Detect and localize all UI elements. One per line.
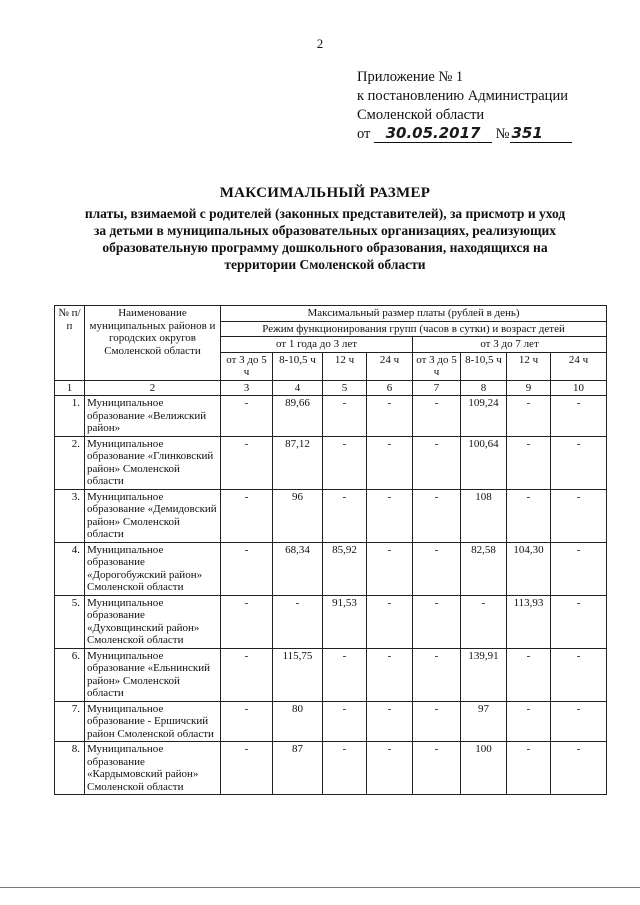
table-row — [55, 489, 607, 542]
header-hours: 24 ч — [551, 352, 607, 380]
table-row — [55, 396, 607, 437]
row-fee-value: 100,64 — [461, 436, 507, 489]
row-fee-value: - — [323, 436, 367, 489]
row-fee-value: 104,30 — [507, 542, 551, 595]
row-fee-value: - — [551, 436, 607, 489]
table-row — [55, 701, 607, 742]
page-number: 2 — [316, 36, 324, 51]
row-fee-value: - — [413, 595, 461, 648]
number-prefix: № — [495, 126, 510, 142]
document-heading — [60, 185, 590, 273]
appendix-resolution-ref: к постановлению Администрации — [357, 88, 568, 104]
header-hours: 12 ч — [507, 352, 551, 380]
row-fee-value: - — [551, 489, 607, 542]
row-fee-value: - — [413, 742, 461, 795]
row-municipality-name: Муниципальное образование «Духовщинский район» Смоленской области — [85, 595, 221, 648]
row-fee-value: - — [507, 396, 551, 437]
row-fee-value: - — [367, 542, 413, 595]
row-number: 5. — [55, 595, 85, 648]
header-age-1-3: от 1 года до 3 лет — [221, 337, 413, 353]
row-number: 3. — [55, 489, 85, 542]
row-fee-value: 89,66 — [273, 396, 323, 437]
subtitle-line-3: образовательную программу дошкольного образования, находящихся на — [102, 240, 548, 255]
row-number: 2. — [55, 436, 85, 489]
row-municipality-name: Муниципальное образование «Ельнинский район» Смоленской области — [85, 648, 221, 701]
row-fee-value: - — [221, 489, 273, 542]
row-municipality-name: Муниципальное образование «Велижский район» — [85, 396, 221, 437]
header-hours: 8-10,5 ч — [273, 352, 323, 380]
column-index: 10 — [551, 380, 607, 396]
row-fee-value: 87,12 — [273, 436, 323, 489]
row-fee-value: - — [323, 701, 367, 742]
row-fee-value: - — [367, 436, 413, 489]
row-fee-value: - — [367, 396, 413, 437]
table-body — [55, 380, 607, 795]
row-municipality-name: Муниципальное образование «Демидовский район» Смоленской области — [85, 489, 221, 542]
document-subtitle — [60, 205, 590, 273]
number-field — [510, 125, 572, 143]
column-index: 3 — [221, 380, 273, 396]
row-fee-value: - — [507, 701, 551, 742]
header-hours: от 3 до 5 ч — [413, 352, 461, 380]
row-fee-value: - — [413, 701, 461, 742]
column-index: 9 — [507, 380, 551, 396]
row-fee-value: 108 — [461, 489, 507, 542]
row-fee-value: - — [551, 396, 607, 437]
handwritten-date: 30.05.2017 — [385, 124, 481, 142]
row-fee-value: 82,58 — [461, 542, 507, 595]
row-fee-value: - — [367, 701, 413, 742]
header-max-fee: Максимальный размер платы (рублей в день) — [221, 306, 607, 322]
row-number: 6. — [55, 648, 85, 701]
column-index: 4 — [273, 380, 323, 396]
row-fee-value: - — [551, 648, 607, 701]
row-number: 7. — [55, 701, 85, 742]
subtitle-line-1: платы, взимаемой с родителей (законных представителей), за присмотр и уход — [84, 206, 566, 221]
date-field — [374, 125, 492, 143]
row-fee-value: - — [413, 396, 461, 437]
row-fee-value: - — [413, 436, 461, 489]
row-number: 4. — [55, 542, 85, 595]
row-fee-value: 113,93 — [507, 595, 551, 648]
column-index: 6 — [367, 380, 413, 396]
row-fee-value: - — [323, 648, 367, 701]
row-fee-value: 91,53 — [323, 595, 367, 648]
appendix-region: Смоленской области — [357, 107, 485, 123]
header-hours: 12 ч — [323, 352, 367, 380]
row-number: 8. — [55, 742, 85, 795]
row-fee-value: - — [221, 648, 273, 701]
document-title: МАКСИМАЛЬНЫЙ РАЗМЕР — [219, 185, 431, 201]
row-fee-value: 85,92 — [323, 542, 367, 595]
row-fee-value: - — [221, 542, 273, 595]
appendix-block — [357, 68, 572, 144]
row-fee-value: - — [551, 595, 607, 648]
subtitle-line-4: территории Смоленской области — [224, 257, 426, 272]
row-fee-value: - — [413, 648, 461, 701]
header-name: Наименование муниципальных районов и городских округов Смоленской области — [85, 306, 221, 381]
row-fee-value: - — [367, 489, 413, 542]
row-fee-value: - — [413, 542, 461, 595]
row-municipality-name: Муниципальное образование - Ершичский район Смоленской области — [85, 701, 221, 742]
row-number: 1. — [55, 396, 85, 437]
row-fee-value: - — [221, 701, 273, 742]
row-fee-value: 87 — [273, 742, 323, 795]
table-row — [55, 648, 607, 701]
column-index: 2 — [85, 380, 221, 396]
column-index: 5 — [323, 380, 367, 396]
row-fee-value: - — [507, 436, 551, 489]
bottom-divider — [0, 887, 640, 888]
table-row — [55, 542, 607, 595]
table-row — [55, 436, 607, 489]
row-fee-value: 139,91 — [461, 648, 507, 701]
row-municipality-name: Муниципальное образование «Дорогобужский район» Смоленской области — [85, 542, 221, 595]
column-index: 7 — [413, 380, 461, 396]
row-fee-value: - — [551, 542, 607, 595]
row-fee-value: - — [273, 595, 323, 648]
row-fee-value: - — [367, 648, 413, 701]
row-fee-value: - — [461, 595, 507, 648]
row-fee-value: - — [367, 595, 413, 648]
row-fee-value: - — [323, 396, 367, 437]
row-fee-value: - — [551, 742, 607, 795]
column-index-row — [55, 380, 607, 396]
row-fee-value: 100 — [461, 742, 507, 795]
header-number: № п/п — [55, 306, 85, 381]
row-fee-value: - — [221, 396, 273, 437]
row-fee-value: - — [323, 742, 367, 795]
appendix-title: Приложение № 1 — [357, 69, 464, 85]
row-fee-value: 80 — [273, 701, 323, 742]
header-age-3-7: от 3 до 7 лет — [413, 337, 607, 353]
row-municipality-name: Муниципальное образование «Кардымовский район» Смоленской области — [85, 742, 221, 795]
date-prefix: от — [357, 126, 371, 142]
row-fee-value: - — [507, 489, 551, 542]
table-row — [55, 595, 607, 648]
column-index: 1 — [55, 380, 85, 396]
subtitle-line-2: за детьми в муниципальных образовательных организациях, реализующих — [93, 223, 557, 238]
row-fee-value: - — [221, 595, 273, 648]
row-fee-value: - — [221, 436, 273, 489]
row-fee-value: 68,34 — [273, 542, 323, 595]
header-hours: от 3 до 5 ч — [221, 352, 273, 380]
row-fee-value: - — [323, 489, 367, 542]
row-municipality-name: Муниципальное образование «Глинковский район» Смоленской области — [85, 436, 221, 489]
row-fee-value: - — [221, 742, 273, 795]
handwritten-number: 351 — [511, 124, 543, 142]
column-index: 8 — [461, 380, 507, 396]
header-hours: 8-10,5 ч — [461, 352, 507, 380]
row-fee-value: 109,24 — [461, 396, 507, 437]
appendix-date-line — [357, 125, 572, 144]
row-fee-value: 115,75 — [273, 648, 323, 701]
row-fee-value: - — [507, 742, 551, 795]
row-fee-value: - — [367, 742, 413, 795]
row-fee-value: - — [551, 701, 607, 742]
row-fee-value: - — [507, 648, 551, 701]
row-fee-value: 96 — [273, 489, 323, 542]
row-fee-value: 97 — [461, 701, 507, 742]
header-mode: Режим функционирования групп (часов в сутки) и возраст детей — [221, 321, 607, 337]
table-row — [55, 742, 607, 795]
row-fee-value: - — [413, 489, 461, 542]
fee-table — [54, 305, 607, 795]
header-hours: 24 ч — [367, 352, 413, 380]
